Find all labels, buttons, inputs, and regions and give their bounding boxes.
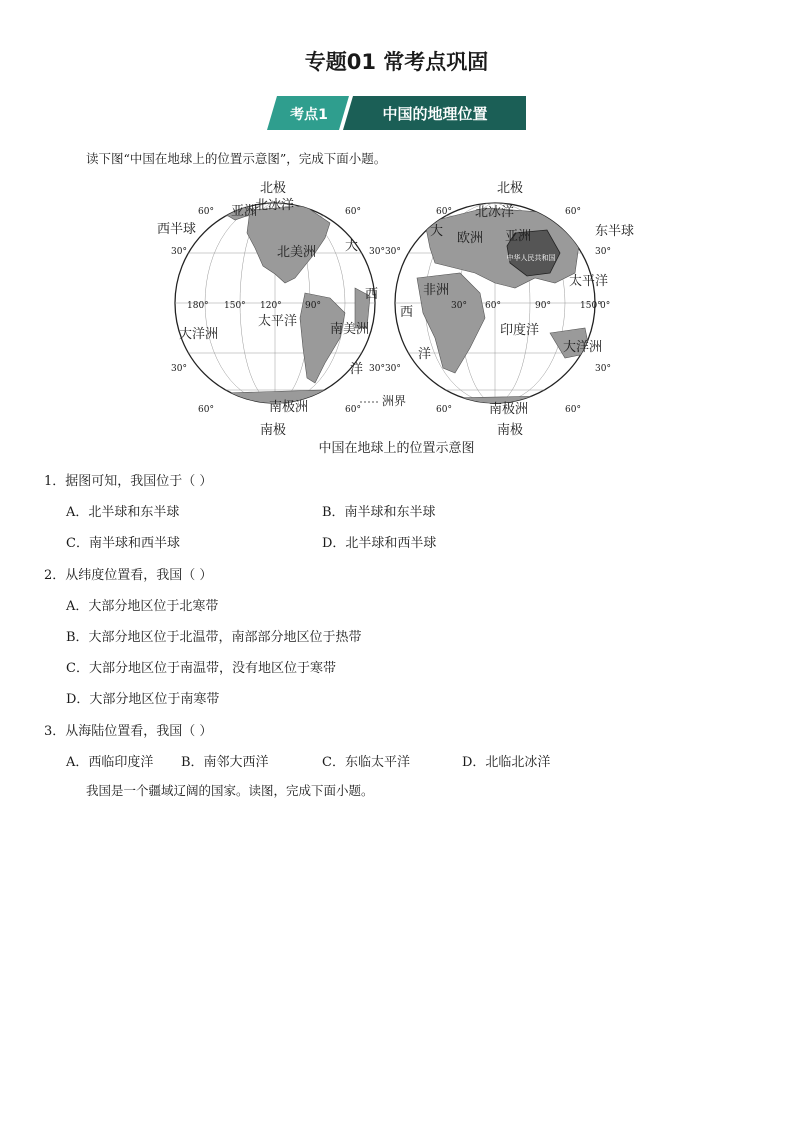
lat30-e-ne: 30° xyxy=(595,247,611,257)
world-map-figure xyxy=(155,178,645,458)
lon30-label: 30° xyxy=(451,301,467,311)
oceania-label: 大洋洲 xyxy=(563,340,603,355)
south-america-label: 南美洲 xyxy=(330,322,370,337)
lon60-label: 60° xyxy=(485,301,501,311)
lon120-label: 120° xyxy=(260,301,282,311)
question-3-option-d[interactable]: D．北临北冰洋 xyxy=(462,755,551,770)
europe-label: 欧洲 xyxy=(457,231,484,246)
banner-heading: 中国的地理位置 xyxy=(382,105,488,123)
question-2-option-b[interactable]: B．大部分地区位于北温带，南部部分地区位于热带 xyxy=(66,630,362,645)
question-2-option-a[interactable]: A．大部分地区位于北寒带 xyxy=(66,599,219,614)
atlantic-char-5: 洋 xyxy=(418,347,432,362)
lon150e-label: 150° xyxy=(580,301,602,311)
lon90-label: 90° xyxy=(305,301,321,311)
lat60-sw: 60° xyxy=(198,405,214,415)
lat30-sw: 30° xyxy=(171,364,187,374)
question-2-option-c[interactable]: C．大部分地区位于南温带，没有地区位于寒带 xyxy=(66,661,336,676)
lat60-ne: 60° xyxy=(345,207,361,217)
lat60-se: 60° xyxy=(345,405,361,415)
south-pole-w-label: 南极 xyxy=(259,423,287,438)
legend-label: 洲界 xyxy=(382,394,407,408)
banner-tag: 考点1 xyxy=(290,107,328,123)
question-1-stem: 1．据图可知，我国位于（ ） xyxy=(44,474,213,489)
arctic-w-label: 北冰洋 xyxy=(255,198,295,213)
lon90e-label: 90° xyxy=(535,301,551,311)
lat3030-s: 30°30° xyxy=(369,364,401,374)
lat60-e-se: 60° xyxy=(565,405,581,415)
question-3-stem: 3．从海陆位置看，我国（ ） xyxy=(44,724,213,739)
south-pole-e-label: 南极 xyxy=(496,423,524,438)
atlantic-char-1: 大 xyxy=(345,239,359,254)
lat60-e-nw: 60° xyxy=(436,207,452,217)
indian-label: 印度洋 xyxy=(500,323,540,338)
arctic-e-label: 北冰洋 xyxy=(475,205,515,220)
question-2-stem: 2．从纬度位置看，我国（ ） xyxy=(44,568,213,583)
question-1-option-d[interactable]: D．北半球和西半球 xyxy=(322,536,437,551)
antarctica-e-label: 南极洲 xyxy=(489,402,529,417)
lat0-label: 0° xyxy=(600,301,611,311)
pacific-w-label: 太平洋 xyxy=(258,314,298,329)
lat30-e-se: 30° xyxy=(595,364,611,374)
atlantic-char-2: 西 xyxy=(365,287,379,302)
lat3030-n: 30°30° xyxy=(369,247,401,257)
atlantic-char-e1: 大 xyxy=(430,224,444,239)
oceania-w-label: 大洋洲 xyxy=(179,327,219,342)
asia-e-label: 亚洲 xyxy=(505,229,532,244)
north-america-label: 北美洲 xyxy=(277,245,317,260)
section-banner xyxy=(267,96,526,130)
intro-text-2: 我国是一个疆域辽阔的国家。读图，完成下面小题。 xyxy=(86,783,374,798)
question-3-option-a[interactable]: A．西临印度洋 xyxy=(66,755,154,770)
question-3-option-b[interactable]: B．南邻大西洋 xyxy=(181,755,269,770)
question-1-option-c[interactable]: C．南半球和西半球 xyxy=(66,536,180,551)
asia-w-label: 亚洲 xyxy=(231,204,258,219)
pacific-e-label: 太平洋 xyxy=(569,274,609,289)
lat60-e-ne: 60° xyxy=(565,207,581,217)
north-pole-w-label: 北极 xyxy=(259,181,287,196)
east-hemi-label: 东半球 xyxy=(595,224,635,239)
lon180-label: 180° xyxy=(187,301,209,311)
figure-caption: 中国在地球上的位置示意图 xyxy=(318,441,475,456)
question-1-option-b[interactable]: B．南半球和东半球 xyxy=(322,505,436,520)
west-hemi-label: 西半球 xyxy=(157,222,197,237)
atlantic-char-3: 洋 xyxy=(350,362,364,377)
lat60-nw: 60° xyxy=(198,207,214,217)
lat30-nw: 30° xyxy=(171,247,187,257)
page-title: 专题01 常考点巩固 xyxy=(304,50,489,74)
question-3-option-c[interactable]: C．东临太平洋 xyxy=(322,755,410,770)
lon150-label: 150° xyxy=(224,301,246,311)
question-2-option-d[interactable]: D．大部分地区位于南寒带 xyxy=(66,692,220,707)
lat60-e-sw: 60° xyxy=(436,405,452,415)
atlantic-char-4: 西 xyxy=(400,305,414,320)
question-1-option-a[interactable]: A．北半球和东半球 xyxy=(66,505,180,520)
intro-text-1: 读下图“中国在地球上的位置示意图”，完成下面小题。 xyxy=(86,151,387,166)
antarctica-w-label: 南极洲 xyxy=(269,400,309,415)
china-label: 中华人民共和国 xyxy=(506,254,556,262)
africa-label: 非洲 xyxy=(423,283,450,298)
north-pole-e-label: 北极 xyxy=(496,181,524,196)
